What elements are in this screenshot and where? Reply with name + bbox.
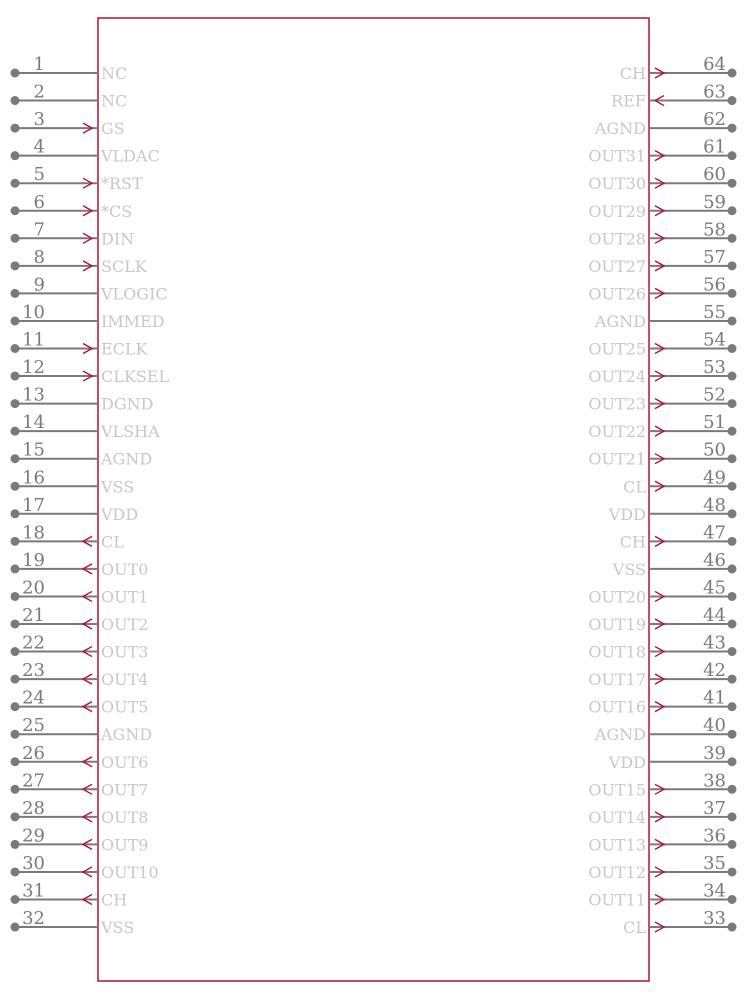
pin-number: 42 <box>703 660 726 682</box>
pin-name: AGND <box>594 119 646 139</box>
pin-terminal-dot <box>11 895 20 904</box>
pin-name: OUT18 <box>588 642 646 662</box>
pin-terminal-dot <box>728 234 737 243</box>
pin-number: 1 <box>33 54 45 75</box>
pin-number: 13 <box>22 384 45 406</box>
pin-name: OUT22 <box>588 422 646 442</box>
pin-number: 62 <box>703 109 726 131</box>
pin-terminal-dot <box>11 840 20 849</box>
pin-number: 53 <box>703 357 726 379</box>
pin-name: OUT16 <box>588 697 646 717</box>
pin-name: OUT27 <box>588 256 646 276</box>
pin-name: VLSHA <box>101 422 160 442</box>
pin-terminal-dot <box>728 509 737 518</box>
pin-terminal-dot <box>728 840 737 849</box>
pin-number: 38 <box>703 770 726 792</box>
pin-number: 4 <box>33 136 45 158</box>
pin-number: 51 <box>703 412 726 434</box>
pin-number: 8 <box>33 246 45 268</box>
pin-terminal-dot <box>11 812 20 821</box>
pin-number: 37 <box>703 797 726 819</box>
pin-name: AGND <box>594 725 646 745</box>
pin-name: AGND <box>101 725 153 745</box>
pin-terminal-dot <box>728 124 737 133</box>
pin-number: 50 <box>703 439 726 461</box>
pin-name: VSS <box>101 477 135 497</box>
pin-number: 58 <box>703 219 726 241</box>
pin-name: OUT4 <box>101 670 149 690</box>
pin-number: 26 <box>22 742 45 764</box>
pin-number: 17 <box>22 494 45 516</box>
pin-terminal-dot <box>728 730 737 739</box>
pin-number: 10 <box>22 301 45 323</box>
pin-number: 32 <box>22 908 45 930</box>
pin-number: 55 <box>703 301 726 323</box>
pin-terminal-dot <box>728 895 737 904</box>
pin-terminal-dot <box>11 261 20 270</box>
pin-name: CL <box>101 532 124 552</box>
pin-name: OUT14 <box>588 807 646 827</box>
pin-terminal-dot <box>728 151 737 160</box>
pin-terminal-dot <box>11 69 20 78</box>
pin-terminal-dot <box>11 289 20 298</box>
pin-name: VSS <box>612 559 646 579</box>
pin-number: 24 <box>22 687 45 709</box>
pin-name: OUT13 <box>588 835 646 855</box>
pin-number: 29 <box>22 825 45 847</box>
pin-name: OUT6 <box>101 752 149 772</box>
pin-number: 31 <box>22 880 45 902</box>
pin-terminal-dot <box>11 344 20 353</box>
pin-number: 33 <box>703 908 726 930</box>
pin-name: VDD <box>608 504 646 524</box>
pin-terminal-dot <box>728 344 737 353</box>
pin-terminal-dot <box>728 179 737 188</box>
pin-name: OUT31 <box>588 146 646 166</box>
pin-number: 45 <box>703 577 726 599</box>
pin-terminal-dot <box>11 537 20 546</box>
pin-name: OUT23 <box>588 394 646 414</box>
pin-number: 20 <box>22 577 45 599</box>
pin-name: OUT26 <box>588 284 646 304</box>
pin-number: 52 <box>703 384 726 406</box>
pin-name: OUT12 <box>588 862 646 882</box>
pin-terminal-dot <box>728 785 737 794</box>
pin-number: 39 <box>703 742 726 764</box>
pin-name: VLDAC <box>101 146 160 166</box>
pin-number: 43 <box>703 632 726 654</box>
pin-name: VDD <box>608 752 646 772</box>
ic-body-outline <box>98 18 649 981</box>
pin-number: 12 <box>22 357 45 379</box>
pin-terminal-dot <box>11 96 20 105</box>
pin-terminal-dot <box>728 316 737 325</box>
pin-terminal-dot <box>728 675 737 684</box>
pin-terminal-dot <box>11 454 20 463</box>
pin-number: 2 <box>33 81 45 103</box>
pin-name: AGND <box>101 449 153 469</box>
pin-number: 6 <box>33 191 45 213</box>
pin-terminal-dot <box>11 923 20 932</box>
pin-number: 63 <box>703 81 726 103</box>
pin-terminal-dot <box>11 179 20 188</box>
pin-terminal-dot <box>11 647 20 656</box>
pin-terminal-dot <box>728 482 737 491</box>
pin-terminal-dot <box>728 206 737 215</box>
pin-number: 5 <box>33 164 45 186</box>
pin-name: OUT3 <box>101 642 149 662</box>
pin-terminal-dot <box>11 482 20 491</box>
pin-name: OUT24 <box>588 367 646 387</box>
pin-name: OUT7 <box>101 780 149 800</box>
pin-terminal-dot <box>728 923 737 932</box>
pin-terminal-dot <box>11 372 20 381</box>
pin-name: *RST <box>101 174 143 194</box>
left-pin-group <box>11 54 170 937</box>
pin-terminal-dot <box>11 206 20 215</box>
pin-terminal-dot <box>728 69 737 78</box>
pin-name: CL <box>623 918 646 938</box>
pin-terminal-dot <box>728 399 737 408</box>
pin-name: GS <box>101 119 125 139</box>
pin-name: OUT29 <box>588 201 646 221</box>
pin-name: REF <box>611 91 646 111</box>
pin-name: OUT9 <box>101 835 149 855</box>
pin-terminal-dot <box>728 812 737 821</box>
pin-number: 28 <box>22 797 45 819</box>
pin-terminal-dot <box>728 289 737 298</box>
pin-name: CH <box>101 890 128 910</box>
right-pin-group <box>588 54 736 937</box>
pin-name: IMMED <box>101 311 165 331</box>
pin-number: 57 <box>703 246 726 268</box>
pin-terminal-dot <box>728 372 737 381</box>
pin-name: ECLK <box>101 339 148 359</box>
pin-name: DGND <box>101 394 154 414</box>
pin-terminal-dot <box>11 730 20 739</box>
pin-number: 9 <box>33 274 45 296</box>
pin-number: 19 <box>22 549 45 571</box>
pin-terminal-dot <box>11 867 20 876</box>
pin-terminal-dot <box>728 647 737 656</box>
pin-number: 44 <box>703 605 726 626</box>
pin-terminal-dot <box>11 702 20 711</box>
pin-name: NC <box>101 64 128 83</box>
pin-number: 15 <box>22 439 45 461</box>
pin-name: VLOGIC <box>101 284 168 304</box>
pin-terminal-dot <box>728 867 737 876</box>
pin-name: OUT30 <box>588 174 646 194</box>
pin-number: 46 <box>703 549 726 571</box>
pin-name: OUT8 <box>101 807 149 827</box>
pin-terminal-dot <box>11 399 20 408</box>
pin-name: AGND <box>594 311 646 331</box>
pin-name: OUT21 <box>588 449 646 469</box>
pin-name: OUT2 <box>101 615 149 634</box>
pin-name: OUT17 <box>588 670 646 690</box>
pin-terminal-dot <box>11 509 20 518</box>
pin-terminal-dot <box>11 427 20 436</box>
pin-terminal-dot <box>11 675 20 684</box>
pin-number: 14 <box>22 412 45 434</box>
pin-name: VSS <box>101 918 135 938</box>
pin-number: 54 <box>703 329 726 351</box>
pin-terminal-dot <box>11 757 20 766</box>
pin-name: CL <box>623 477 646 497</box>
pin-terminal-dot <box>11 592 20 601</box>
pin-name: SCLK <box>101 256 147 276</box>
pin-name: VDD <box>101 504 139 524</box>
pin-name: CH <box>619 532 646 552</box>
pin-terminal-dot <box>728 620 737 629</box>
pin-number: 49 <box>703 467 726 489</box>
pin-number: 21 <box>22 605 45 626</box>
pin-name: DIN <box>101 229 135 249</box>
pin-name: OUT20 <box>588 587 646 607</box>
pin-number: 60 <box>703 164 726 186</box>
pin-name: OUT19 <box>588 615 646 634</box>
pin-name: OUT25 <box>588 339 646 359</box>
pin-terminal-dot <box>11 124 20 133</box>
pin-terminal-dot <box>11 151 20 160</box>
pin-number: 27 <box>22 770 45 792</box>
pin-number: 30 <box>22 852 45 874</box>
pin-number: 22 <box>22 632 45 654</box>
pin-name: OUT5 <box>101 697 149 717</box>
pin-number: 23 <box>22 660 45 682</box>
pin-terminal-dot <box>728 427 737 436</box>
pin-number: 64 <box>703 54 726 75</box>
pin-number: 18 <box>22 522 45 544</box>
pin-name: OUT11 <box>588 890 646 910</box>
pin-name: CLKSEL <box>101 367 170 387</box>
pin-terminal-dot <box>728 96 737 105</box>
pin-name: CH <box>619 64 646 83</box>
pin-name: OUT15 <box>588 780 646 800</box>
pin-terminal-dot <box>728 454 737 463</box>
pin-terminal-dot <box>728 537 737 546</box>
pin-terminal-dot <box>11 234 20 243</box>
pin-terminal-dot <box>728 702 737 711</box>
pin-number: 3 <box>33 109 45 131</box>
pin-number: 47 <box>703 522 726 544</box>
pin-terminal-dot <box>728 757 737 766</box>
pin-terminal-dot <box>728 261 737 270</box>
pin-number: 41 <box>703 687 726 709</box>
pin-number: 59 <box>703 191 726 213</box>
pin-number: 36 <box>703 825 726 847</box>
pin-name: OUT1 <box>101 587 149 607</box>
pin-number: 7 <box>33 219 45 241</box>
pin-number: 25 <box>22 715 45 737</box>
pin-terminal-dot <box>728 592 737 601</box>
pin-terminal-dot <box>728 564 737 573</box>
pin-number: 34 <box>703 880 726 902</box>
pin-name: OUT28 <box>588 229 646 249</box>
pin-number: 40 <box>703 715 726 737</box>
pin-name: *CS <box>101 201 133 221</box>
pin-number: 35 <box>703 852 726 874</box>
pin-terminal-dot <box>11 316 20 325</box>
pin-name: OUT0 <box>101 559 149 579</box>
pin-number: 16 <box>22 467 45 489</box>
pin-number: 48 <box>703 494 726 516</box>
pin-name: NC <box>101 91 128 111</box>
pin-number: 11 <box>22 329 45 351</box>
pin-terminal-dot <box>11 620 20 629</box>
pin-number: 56 <box>703 274 726 296</box>
pin-number: 61 <box>703 136 726 158</box>
pin-terminal-dot <box>11 785 20 794</box>
pin-name: OUT10 <box>101 862 159 882</box>
pin-terminal-dot <box>11 564 20 573</box>
